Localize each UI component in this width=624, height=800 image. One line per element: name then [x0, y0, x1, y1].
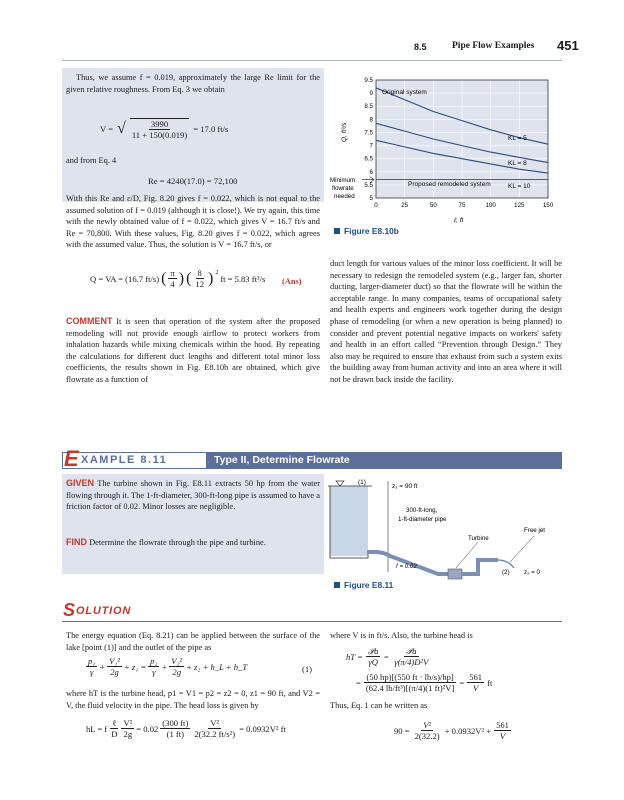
- solution-right-paragraph-2: Thus, Eq. 1 can be written as: [330, 701, 428, 710]
- example-big-e: E: [64, 446, 79, 471]
- eq-q-result: = 5.83 ft³/s: [227, 273, 266, 284]
- paragraph-assumption: Thus, we assume f = 0.019, approximately the large Re limit for the given relative roughness. From Eq. 3 we obtain: [66, 73, 320, 94]
- eq-v-rhs: = 17.0 ft/s: [193, 124, 229, 134]
- section-number: 8.5: [414, 42, 427, 52]
- final-frac-1: $\frac{\text{V²}}{2(32.2)}$: [414, 720, 440, 741]
- given-paragraph: [66, 478, 320, 513]
- y-tick-label: 8.5: [364, 103, 373, 111]
- paren-close-icon: ): [207, 269, 214, 287]
- sqrt-icon: √: [117, 120, 126, 137]
- final-mid: + 0.0932V² +: [444, 725, 492, 736]
- comment-paragraph: [66, 316, 320, 386]
- answer-tag: (Ans): [282, 277, 302, 286]
- chart-x-label: ℓ, ft: [454, 217, 464, 224]
- paragraph-iteration: With this Re and ε/D, Fig. 8.20 gives f = 0.022, which is not equal to the assumed solution of f = 0.019 (although it is close!). We try again, this time with the newly obtained value of f = 0.022, which gives V = 16.7 ft/s and Re = 70,800. With these values, Fig. 8.20 gives f = 0.022, which agrees with the assumed value. Thus, the solution is V = 16.7 ft/s, or: [66, 194, 320, 250]
- hl-v2-over-2g: $\frac{\text{V²}}{2g}$: [123, 718, 133, 739]
- hl-lhs: hL = f: [86, 723, 108, 734]
- comment-keyword: COMMENT: [66, 316, 113, 326]
- eq-q-ft: ft: [220, 273, 226, 284]
- paren-close-icon: ): [178, 269, 185, 287]
- free-jet-label: Free jet: [524, 527, 545, 534]
- paragraph-right-column: duct length for various values of the minor loss coefficient. It will be necessary to redesign the remodeled system (e.g., larger fan, shorter ducting, larger-diameter duct) so that the flowrate will be within the acceptable range. In many companies, teams of occupational safety and health experts and engineers work together during the design phase of remodeling (or when a new operation is being planned) to consider and prevent potential negative impacts on workers' safety and health in an effort called “Prevention through Design.” They also may be required to ensure that exhaust from such a system exits the building away from human activity and into an area where it will not be drawn back inside the facility.: [330, 259, 562, 384]
- eq-v-denominator: 11 + 150(0.019): [131, 130, 188, 140]
- label-kl-5: KL = 5: [508, 135, 527, 142]
- y-tick-label: 6.5: [364, 155, 373, 163]
- y-tick-label: 5: [369, 195, 373, 202]
- final-equation: [394, 720, 511, 741]
- solution-label: OLUTION: [76, 605, 132, 617]
- squared-icon: 2: [215, 269, 219, 276]
- x-tick-label: 0: [374, 202, 378, 209]
- y-tick-label: 9.5: [364, 77, 373, 84]
- eq-v-numerator: 3990: [150, 119, 169, 129]
- caption-square-icon: [334, 582, 340, 588]
- z1-label: z₁ = 90 ft: [392, 483, 418, 490]
- x-tick-label: 100: [485, 202, 496, 209]
- eq-v-fraction: [130, 118, 189, 140]
- page-number: 451: [557, 38, 579, 53]
- example-title: Type II, Determine Flowrate: [214, 454, 350, 466]
- find-text: Determine the flowrate through the pipe and turbine.: [89, 538, 266, 547]
- solution-right-paragraph-1: where V is in ft/s. Also, the turbine head is: [330, 631, 473, 640]
- z2-label: z₂ = 0: [524, 569, 540, 576]
- x-tick-label: 50: [429, 202, 437, 209]
- eq-v2-2g: $\frac{\text{V₂²}}{2g}$: [171, 656, 183, 677]
- ht-frac-1: $\frac{\text{𝒫a}}{\gamma Q}$: [367, 646, 379, 667]
- eq-q-12: 12: [195, 279, 204, 289]
- y-tick-label: 8: [369, 116, 373, 124]
- given-text: The turbine shown in Fig. E8.11 extracts 50 hp from the water flowing through it. The 1-ft-diameter, 300-ft-long pipe is assumed to have a friction factor of 0.02. Minor losses are negligible.: [66, 479, 320, 512]
- annotation-needed: needed: [334, 193, 355, 200]
- eq-p1-gamma: $\frac{\text{p₁}}{\gamma}$: [88, 656, 96, 677]
- lake-water: [330, 486, 368, 556]
- x-tick-label: 75: [458, 202, 466, 209]
- paragraph-from-eq4: and from Eq. 4: [66, 156, 117, 165]
- paren-open-icon: (: [161, 269, 167, 287]
- equation-velocity: [100, 118, 228, 140]
- header-rule: [62, 60, 562, 61]
- comment-text: It is seen that operation of the system after the proposed remodeling will not provide enough airflow to protect workers from inhalation hazards while mixing chemicals within the hood. By repeating the calculations for different duct lengths and different total minor loss coefficients, the results shown in Fig. E8.10b are obtained, which give flowrate as a function of: [66, 317, 321, 384]
- section-title: Pipe Flow Examples: [452, 41, 535, 51]
- eq-p2-gamma: $\frac{\text{p₂}}{\gamma}$: [150, 656, 158, 677]
- given-keyword: GIVEN: [66, 478, 95, 488]
- figure-e8-11: [328, 476, 564, 580]
- equation-flowrate: [90, 268, 265, 289]
- equation-reynolds: Re = 4240(17.0) = 72,100: [148, 176, 238, 186]
- turbine-head-equation: hT = $\frac{\text{𝒫a}}{\gamma Q}$ = $\frac{\text{𝒫a}}{\text{γ(π/4)D²V}}$: [346, 646, 429, 667]
- x-tick-label: 25: [401, 202, 409, 209]
- eq-q-4: 4: [170, 279, 175, 289]
- ht-frac-4: $\frac{561}{V}$: [469, 672, 483, 693]
- caption-text: Figure E8.11: [344, 580, 394, 590]
- x-tick-label: 125: [514, 202, 525, 209]
- point-1-label: (1): [358, 479, 366, 486]
- eq-q-pi: π: [170, 268, 175, 278]
- pipe-label-1: 300-ft-long,: [406, 507, 438, 514]
- chart-figure-e8-10b: [326, 72, 566, 232]
- final-lhs: 90 =: [394, 725, 410, 736]
- final-frac-2: $\frac{561}{V}$: [496, 720, 509, 741]
- y-tick-label: 7.5: [364, 129, 373, 137]
- outlet-pipe: [462, 560, 498, 574]
- turbine-leader: [456, 542, 478, 568]
- annotation-minimum: Minimum: [330, 177, 356, 184]
- y-tick-label: 5.5: [364, 181, 373, 189]
- caption-square-icon: [334, 228, 340, 234]
- ht-lhs: hT =: [346, 651, 363, 662]
- solution-big-s: S: [63, 600, 76, 620]
- pipe-label-2: 1-ft-diameter pipe: [398, 516, 447, 523]
- ht-frac-2: $\frac{\text{𝒫a}}{\text{γ(π/4)D²V}}$: [394, 646, 429, 667]
- figure-caption-e8-11: [334, 580, 393, 590]
- turbine-head-equation-2: = $\frac{(50 hp)[(550 ft \cdot lb/s)/hp]}{\text{(62.4 lb/ft³)[(π/4)(1 ft)²V]}}$ = $\frac{561}{V}$ ft: [356, 672, 493, 693]
- ht-ft: ft: [487, 677, 493, 688]
- label-kl-8: KL = 8: [508, 160, 527, 167]
- friction-label: f = 0.02: [396, 563, 417, 570]
- y-tick-label: 9: [369, 90, 373, 98]
- water-level-icon: [336, 481, 344, 486]
- annotation-proposed-system: Proposed remodeled system: [408, 181, 491, 188]
- solution-paragraph-1: The energy equation (Eq. 8.21) can be applied between the surface of the lake [point (1)] and the outlet of the pipe as: [66, 631, 320, 652]
- chart-y-label: Q, ft³/s: [341, 122, 348, 142]
- eq-q-pi-fraction: [168, 268, 176, 289]
- find-keyword: FIND: [66, 537, 87, 547]
- free-jet-stream: [498, 560, 514, 568]
- hl-v2-over-den: $\frac{\text{V²}}{\text{2(32.2 ft/s²)}}$: [194, 718, 236, 739]
- eq-v1-2g: $\frac{\text{V₁²}}{2g}$: [109, 656, 120, 677]
- label-kl-10: KL = 10: [508, 183, 531, 190]
- eq-q-8: 8: [197, 268, 202, 278]
- solution-rule: [62, 621, 562, 622]
- free-jet-leader: [510, 536, 534, 562]
- ht-frac-3: $\frac{(50 hp)[(550 ft \cdot lb/s)/hp]}{\text{(62.4 lb/ft³)[(π/4)(1 ft)²V]}}$: [365, 672, 455, 693]
- caption-text: Figure E8.10b: [344, 226, 399, 236]
- eq-v-lhs: V =: [100, 124, 114, 134]
- hl-mid: = 0.02: [136, 723, 159, 734]
- equation-number-1: (1): [302, 664, 313, 674]
- hl-result: = 0.0932V² ft: [239, 723, 286, 734]
- annotation-flowrate: flowrate: [332, 185, 354, 192]
- annotation-original-system: Original system: [382, 89, 427, 96]
- eq-q-lhs: Q = VA = (16.7 ft/s): [90, 273, 160, 284]
- example-label: XAMPLE 8.11: [81, 454, 168, 466]
- y-tick-label: 7: [369, 142, 373, 150]
- hl-300-over-1: $\frac{(300 ft)}{(1 ft)}$: [162, 718, 189, 739]
- head-loss-equation: [86, 718, 286, 739]
- turbine-body: [448, 569, 462, 579]
- point-2-label: (2): [502, 569, 510, 576]
- eq-q-d-fraction: [193, 268, 206, 289]
- turbine-label: Turbine: [468, 535, 489, 542]
- energy-equation: $\frac{\text{p₁}}{\gamma}$ + $\frac{\text{V₁²}}{2g}$ + z₁ = $\frac{\text{p₂}}{\gamma}$ + $\frac{\text{V₂²}}{2g}$ + z₂ + h_L + h_T: [88, 656, 248, 677]
- y-tick-label: 6: [369, 168, 373, 176]
- x-tick-label: 150: [542, 202, 554, 209]
- paren-open-icon: (: [186, 269, 192, 287]
- find-paragraph: [66, 537, 320, 549]
- hl-l-over-d: $\frac{\text{ℓ}}{D}$: [111, 718, 118, 739]
- solution-paragraph-2: where hT is the turbine head, p1 = V1 = p2 = z2 = 0, z1 = 90 ft, and V2 = V, the fluid velocity in the pipe. The head loss is given by: [66, 689, 320, 710]
- figure-caption-e8-10b: [334, 226, 399, 236]
